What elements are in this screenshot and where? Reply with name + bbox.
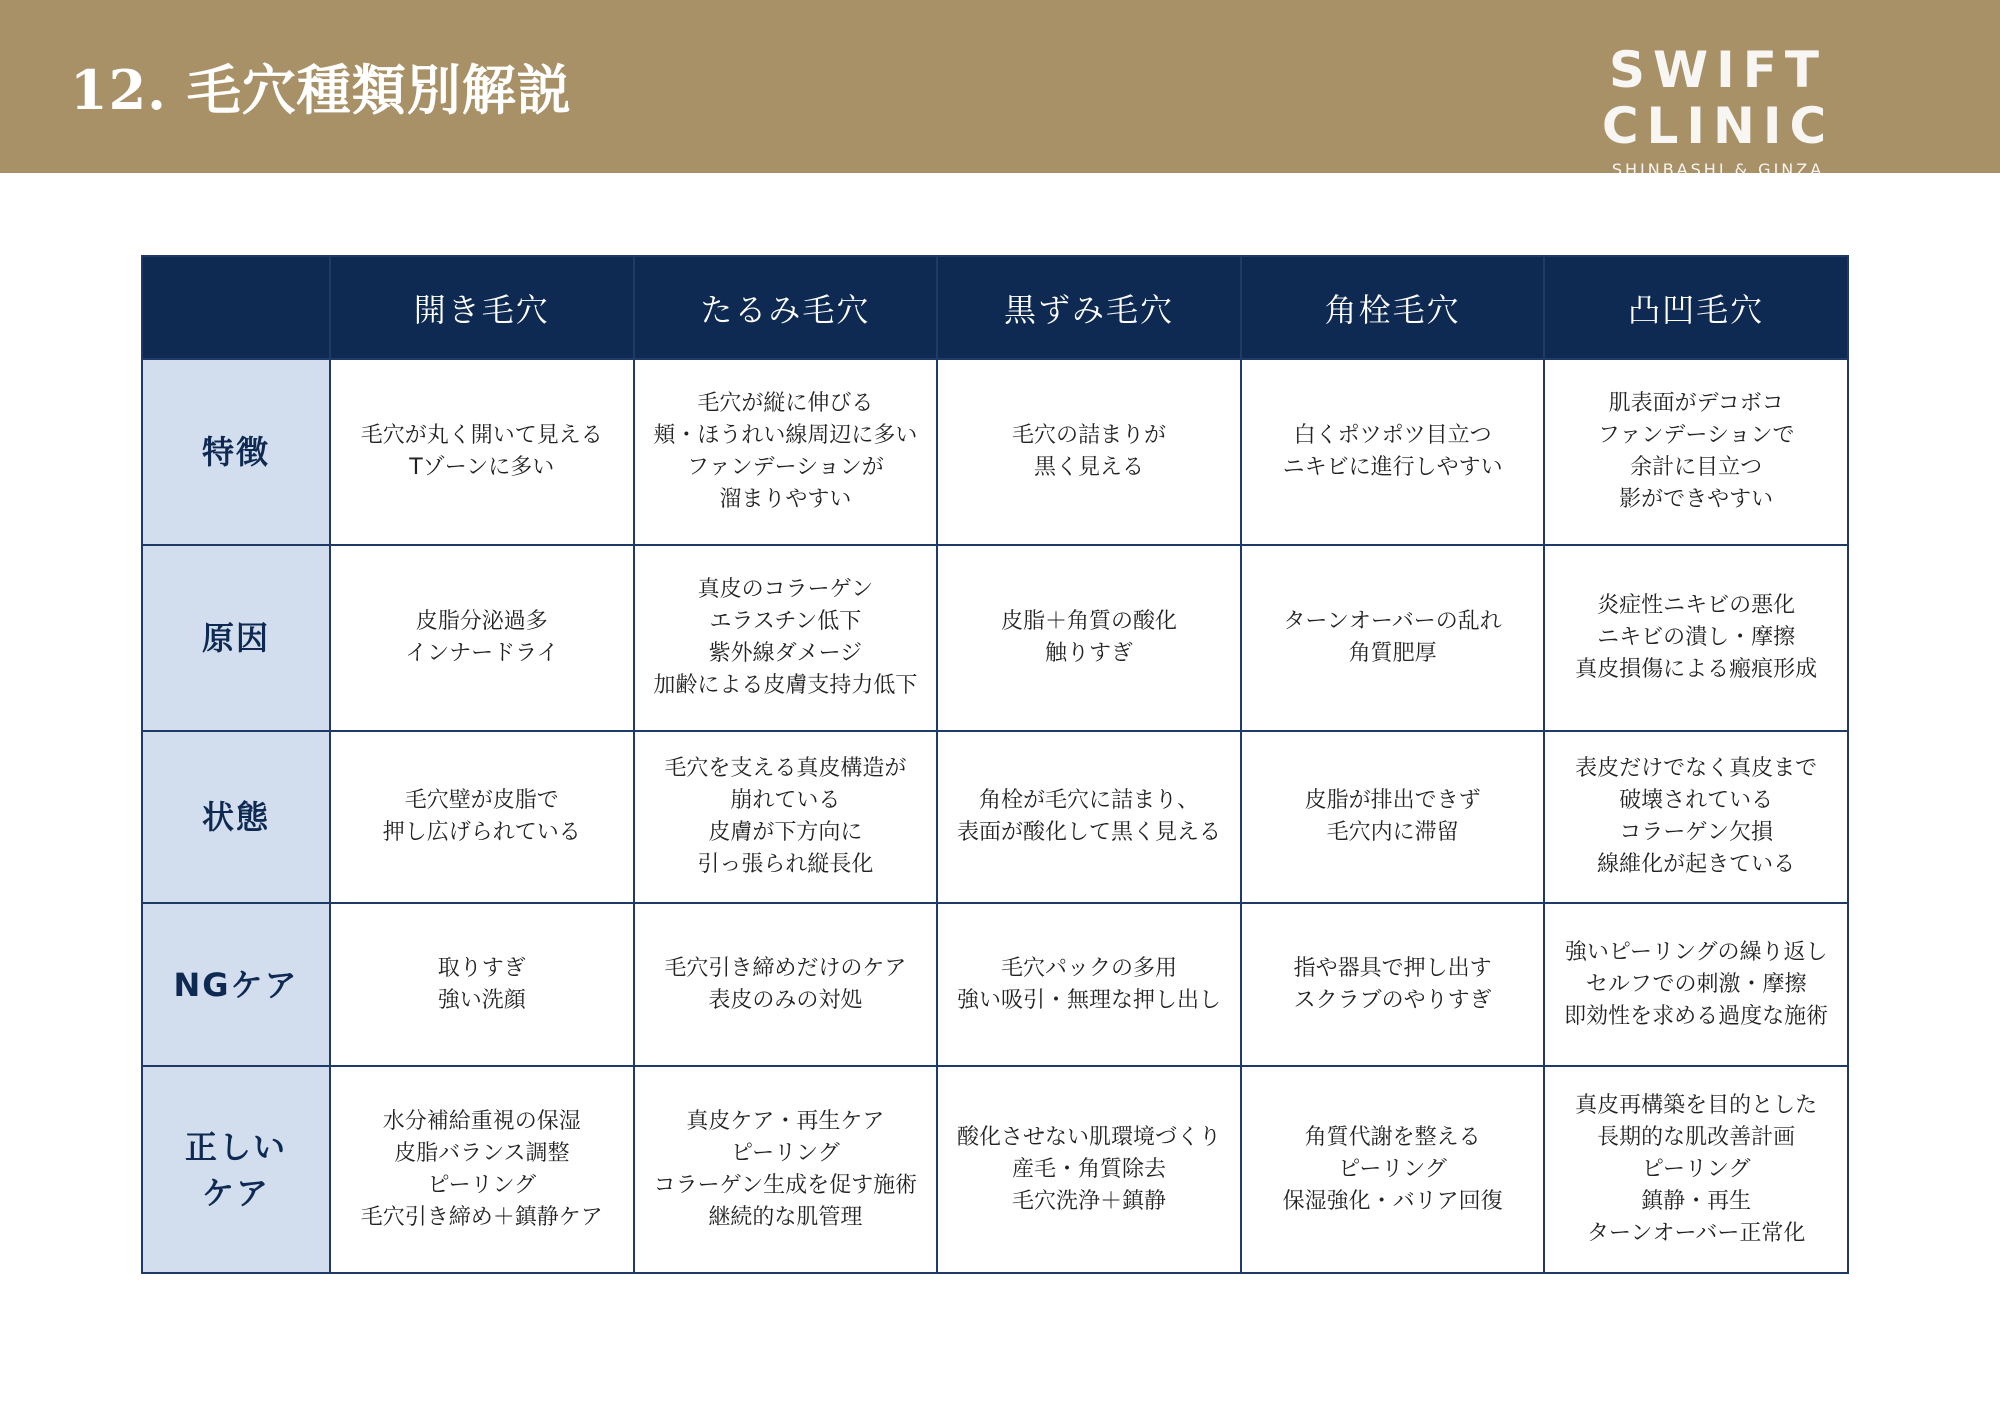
cell-text-line: 肌表面がデコボコ xyxy=(1608,391,1784,416)
table-cell xyxy=(1544,1066,1848,1273)
table-cell xyxy=(1544,545,1848,731)
table-cell xyxy=(634,731,938,903)
cell-text-line: 皮脂バランス調整 xyxy=(394,1140,570,1166)
table-cell xyxy=(634,359,938,545)
table-cell xyxy=(937,359,1241,545)
row-header-causes xyxy=(142,545,330,731)
row-header-text: 正しい xyxy=(184,1127,287,1166)
cell-text-line: 加齢による皮膚支持力低下 xyxy=(653,673,918,698)
table-cell xyxy=(937,731,1241,903)
cell-text-line: 毛穴が丸く開いて見える xyxy=(360,423,603,448)
cell-text-line: 長期的な肌改善計画 xyxy=(1597,1124,1796,1150)
cell-text-line: ターンオーバー正常化 xyxy=(1586,1220,1806,1246)
cell-text-line: 強いピーリングの繰り返し xyxy=(1564,939,1828,965)
column-header-uneven-pores: 凸凹毛穴 xyxy=(1544,256,1848,359)
cell-text-line: 毛穴壁が皮脂で xyxy=(404,788,559,813)
cell-text-line: 紫外線ダメージ xyxy=(708,641,863,666)
table-cell xyxy=(1544,359,1848,545)
cell-text-line: 毛穴を支える真皮構造が xyxy=(664,756,907,781)
cell-text-line: 炎症性ニキビの悪化 xyxy=(1597,593,1796,618)
row-header-correct-care xyxy=(142,1066,330,1273)
row-header-text: ケア xyxy=(201,1173,270,1212)
cell-text-line: ファンデーションが xyxy=(687,455,884,480)
cell-text-line: 即効性を求める過度な施術 xyxy=(1564,1003,1829,1029)
cell-text-line: 触りすぎ xyxy=(1044,641,1133,666)
column-header-sagging-pores: たるみ毛穴 xyxy=(634,256,938,359)
cell-text-line: 黒く見える xyxy=(1033,455,1144,480)
cell-text-line: エラスチン低下 xyxy=(709,609,862,634)
header-bar xyxy=(0,0,2000,179)
cell-text-line: 角質肥厚 xyxy=(1348,641,1437,666)
cell-text-line: 継続的な肌管理 xyxy=(708,1204,863,1230)
cell-text-line: 産毛・角質除去 xyxy=(1011,1156,1166,1182)
cell-text-line: ピーリング xyxy=(1641,1156,1751,1182)
cell-text-line: 皮膚が下方向に xyxy=(708,820,863,845)
table-cell xyxy=(937,903,1241,1066)
row-header-text: 特徴 xyxy=(201,433,270,471)
cell-text-line: 余計に目立つ xyxy=(1630,455,1763,480)
logo-main-text: SWIFT CLINIC xyxy=(1601,41,1835,155)
cell-text-line: 押し広げられている xyxy=(382,820,581,845)
table-row-features xyxy=(142,359,1848,545)
cell-text-line: 真皮ケア・再生ケア xyxy=(686,1108,885,1134)
table-row-causes xyxy=(142,545,1848,731)
row-header-text: NGケア xyxy=(173,965,299,1004)
table-cell xyxy=(330,731,634,903)
cell-text-line: 破壊されている xyxy=(1619,788,1774,813)
cell-text-line: ファンデーションで xyxy=(1597,423,1795,448)
table-cell xyxy=(1241,731,1545,903)
cell-text-line: 白くポツポツ目立つ xyxy=(1293,423,1492,448)
row-header-features xyxy=(142,359,330,545)
cell-text-line: 保湿強化・バリア回復 xyxy=(1282,1188,1503,1214)
cell-text-line: ピーリング xyxy=(731,1140,840,1166)
cell-text-line: 皮脂＋角質の酸化 xyxy=(1000,609,1177,634)
page-title: 12. 毛穴種類別解説 xyxy=(70,58,572,122)
table-cell xyxy=(634,903,938,1066)
cell-text-line: インナードライ xyxy=(405,641,559,666)
table-cell xyxy=(330,359,634,545)
cell-text-line: Tゾーンに多い xyxy=(409,455,555,480)
clinic-logo xyxy=(1498,42,1938,182)
cell-text-line: 取りすぎ xyxy=(437,955,526,981)
row-header-ng-care xyxy=(142,903,330,1066)
cell-text-line: 毛穴内に滞留 xyxy=(1326,820,1459,845)
cell-text-line: セルフでの刺激・摩擦 xyxy=(1585,971,1807,997)
cell-text-line: 角栓が毛穴に詰まり、 xyxy=(978,788,1199,813)
table-cell xyxy=(634,1066,938,1273)
table-header-row xyxy=(142,256,1848,359)
cell-text-line: ピーリング xyxy=(1338,1156,1447,1182)
row-header-condition xyxy=(142,731,330,903)
logo-sub-text: SHINBASHI & GINZA xyxy=(1611,160,1825,179)
cell-text-line: スクラブのやりすぎ xyxy=(1293,987,1492,1013)
cell-text-line: ピーリング xyxy=(427,1172,537,1198)
cell-text-line: 強い洗顔 xyxy=(437,987,526,1013)
column-header-clogged-pores: 角栓毛穴 xyxy=(1241,256,1545,359)
table-row-condition xyxy=(142,731,1848,903)
table-row-ng-care xyxy=(142,903,1848,1066)
cell-text-line: 酸化させない肌環境づくり xyxy=(956,1124,1221,1150)
cell-text-line: 毛穴引き締め＋鎮静ケア xyxy=(360,1204,603,1230)
cell-text-line: 引っ張られ縦長化 xyxy=(697,852,874,877)
cell-text-line: 角質代謝を整える xyxy=(1304,1124,1481,1150)
cell-text-line: ニキビに進行しやすい xyxy=(1282,455,1503,480)
cell-text-line: 水分補給重視の保湿 xyxy=(382,1108,581,1134)
table-cell xyxy=(1241,903,1545,1066)
cell-text-line: 毛穴が縦に伸びる xyxy=(697,391,874,416)
cell-text-line: 真皮損傷による瘢痕形成 xyxy=(1575,657,1818,682)
cell-text-line: 線維化が起きている xyxy=(1597,852,1796,877)
table-cell xyxy=(937,545,1241,731)
cell-text-line: 強い吸引・無理な押し出し xyxy=(956,987,1221,1013)
table-row-correct-care xyxy=(142,1066,1848,1273)
column-header-blackhead-pores: 黒ずみ毛穴 xyxy=(937,256,1241,359)
cell-text-line: 毛穴の詰まりが xyxy=(1011,423,1166,448)
cell-text-line: 真皮再構築を目的とした xyxy=(1575,1092,1818,1118)
cell-text-line: 皮脂が排出できず xyxy=(1304,788,1481,813)
cell-text-line: 毛穴洗浄＋鎮静 xyxy=(1011,1188,1166,1214)
cell-text-line: 崩れている xyxy=(730,788,841,813)
cell-text-line: 皮脂分泌過多 xyxy=(415,609,548,634)
table-cell xyxy=(330,545,634,731)
table-cell xyxy=(1241,545,1545,731)
cell-text-line: 表皮だけでなく真皮まで xyxy=(1575,756,1818,781)
table-cell xyxy=(1544,731,1848,903)
table-cell xyxy=(937,1066,1241,1273)
table-cell xyxy=(634,545,938,731)
row-header-text: 状態 xyxy=(201,798,270,836)
cell-text-line: 鎮静・再生 xyxy=(1641,1188,1752,1214)
cell-text-line: 毛穴パックの多用 xyxy=(1000,955,1177,981)
cell-text-line: 影ができやすい xyxy=(1619,487,1774,512)
cell-text-line: 表面が酸化して黒く見える xyxy=(956,820,1221,845)
table-cell xyxy=(1544,903,1848,1066)
column-header-open-pores: 開き毛穴 xyxy=(330,256,634,359)
header-corner-cell xyxy=(142,256,330,359)
cell-text-line: 頬・ほうれい線周辺に多い xyxy=(653,423,918,448)
cell-text-line: ニキビの潰し・摩擦 xyxy=(1597,625,1796,650)
cell-text-line: 真皮のコラーゲン xyxy=(697,577,874,602)
row-header-text: 原因 xyxy=(201,619,270,657)
cell-text-line: コラーゲン生成を促す施術 xyxy=(653,1172,918,1198)
table-cell xyxy=(1241,359,1545,545)
cell-text-line: コラーゲン欠損 xyxy=(1619,820,1773,845)
cell-text-line: ターンオーバーの乱れ xyxy=(1283,609,1502,634)
cell-text-line: 毛穴引き締めだけのケア xyxy=(664,955,907,981)
pore-type-comparison-table xyxy=(141,255,1849,1274)
table-cell xyxy=(1241,1066,1545,1273)
table-cell xyxy=(330,1066,634,1273)
table-body xyxy=(142,359,1848,1273)
cell-text-line: 表皮のみの対処 xyxy=(708,987,863,1013)
cell-text-line: 溜まりやすい xyxy=(719,487,852,512)
cell-text-line: 指や器具で押し出す xyxy=(1293,955,1492,981)
table-cell xyxy=(330,903,634,1066)
